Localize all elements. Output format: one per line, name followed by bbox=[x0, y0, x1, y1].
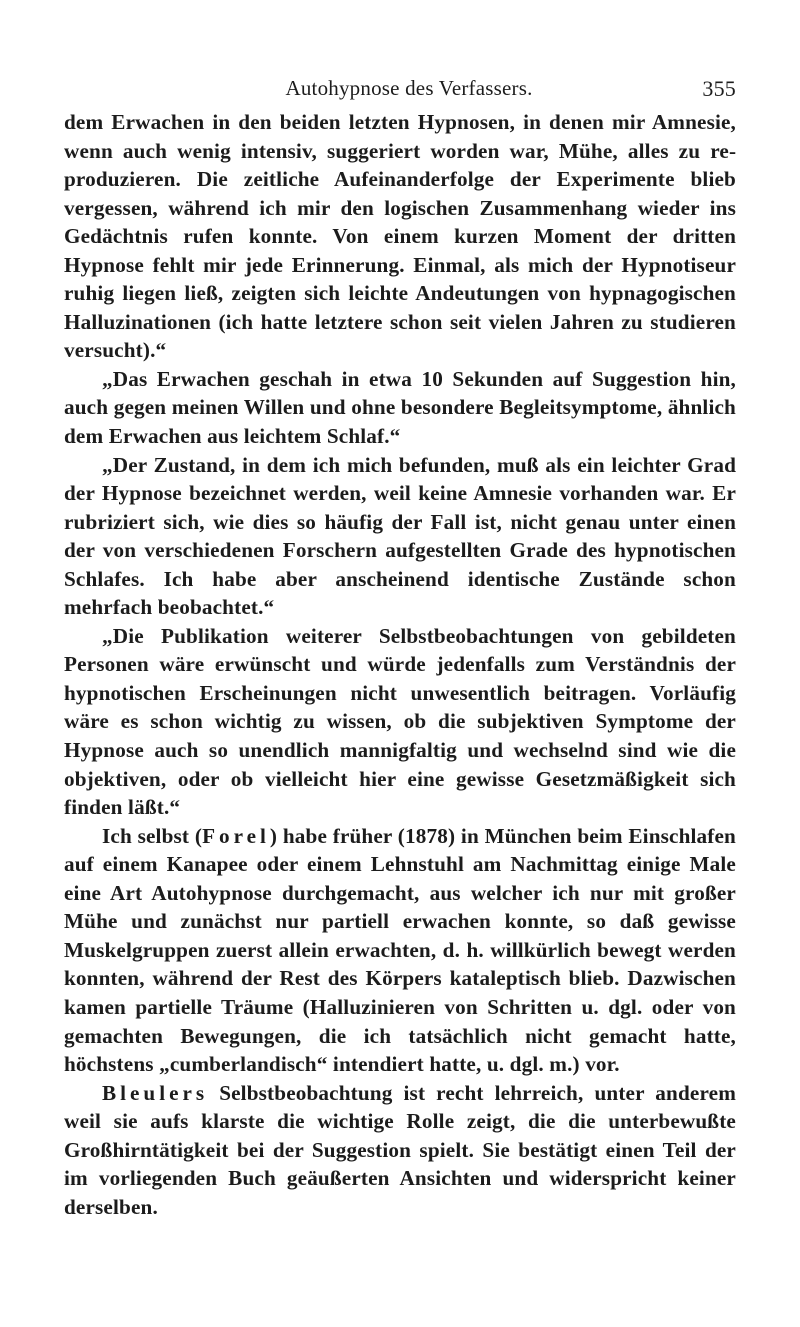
bleuler-text-after: Selbstbeobachtung ist recht lehrreich, unter anderem weil sie aufs klarste die wichtige Rolle zeigt, die die unterbewußte Großhirntätigkeit bei der Suggestion spielt. Sie bestätigt einen Teil der im vorliegenden Buch geäußerten Ansichten und widerspricht keiner derselben. bbox=[64, 1080, 736, 1219]
page-header bbox=[64, 76, 736, 108]
paragraph-forel bbox=[64, 822, 736, 1079]
book-page bbox=[64, 76, 736, 1221]
running-title: Autohypnose des Verfassers. bbox=[285, 76, 533, 100]
paragraph-bleuler bbox=[64, 1079, 736, 1222]
page-number: 355 bbox=[702, 76, 736, 101]
author-name-forel: Forel bbox=[202, 823, 270, 848]
paragraph-awakening: „Das Erwachen geschah in etwa 10 Sekunden auf Suggestion hin, auch gegen meinen Willen und ohne besondere Begleitsymptome, ähnlich dem Erwachen aus leichtem Schlaf.“ bbox=[64, 366, 736, 449]
paragraph-continuation: dem Erwachen in den beiden letzten Hypnosen, in denen mir Amnesie, wenn auch wenig intensiv, suggeriert worden war, Mühe, alles zu reproduzieren. Die zeitliche Aufeinanderfolge der Experimente blieb vergessen, während ich mir den logischen Zusammenhang wieder ins Gedächtnis rufen konnte. Von einem kurzen Moment der dritten Hypnose fehlt mir jede Erinnerung. Einmal, als mich der Hypnotiseur ruhig liegen ließ, zeigten sich leichte Andeutungen von hypnagogischen Halluzinationen (ich hatte letztere schon seit vielen Jahren zu studieren versucht).“ bbox=[64, 110, 736, 363]
forel-text-before: Ich selbst ( bbox=[102, 823, 203, 848]
author-name-bleuler: Bleulers bbox=[102, 1080, 209, 1105]
paragraph-hypnosis-grade: „Der Zustand, in dem ich mich befunden, muß als ein leichter Grad der Hypnose bezeichnet werden, weil keine Amnesie vorhanden war. Er rubriziert sich, wie dies so häufig der Fall ist, nicht genau unter einen der von verschiedenen Forschern aufgestellten Grade des hypnotischen Schlafes. Ich habe aber anscheinend identische Zustände schon mehrfach beobachtet.“ bbox=[64, 452, 736, 620]
body-text bbox=[64, 108, 736, 1221]
paragraph-publication: „Die Publikation weiterer Selbstbeobachtungen von gebildeten Personen wäre erwünscht und würde jedenfalls zum Verständnis der hypnotischen Erscheinungen nicht unwesentlich beitragen. Vorläufig wäre es schon wichtig zu wissen, ob die subjektiven Symptome der Hypnose auch so unendlich mannigfaltig und wechselnd sind wie die objektiven, oder ob vielleicht hier eine gewisse Gesetzmäßigkeit sich finden läßt.“ bbox=[64, 623, 736, 820]
forel-text-after: ) habe früher (1878) in München beim Einschlafen auf einem Kanapee oder einem Lehnstuhl am Nachmittag einige Male eine Art Autohypnose durchgemacht, aus welcher ich nur mit großer Mühe und zunächst nur partiell erwachen konnte, so daß gewisse Muskelgruppen zuerst allein erwachten, d. h. willkürlich bewegt werden konnten, während der Rest des Körpers kataleptisch blieb. Dazwischen kamen partielle Träume (Halluzinieren von Schritten u. dgl. oder von gemachten Bewegungen, die ich tatsächlich nicht gemacht hatte, höchstens „cumberlandisch“ intendiert hatte, u. dgl. m.) vor. bbox=[64, 823, 736, 1077]
